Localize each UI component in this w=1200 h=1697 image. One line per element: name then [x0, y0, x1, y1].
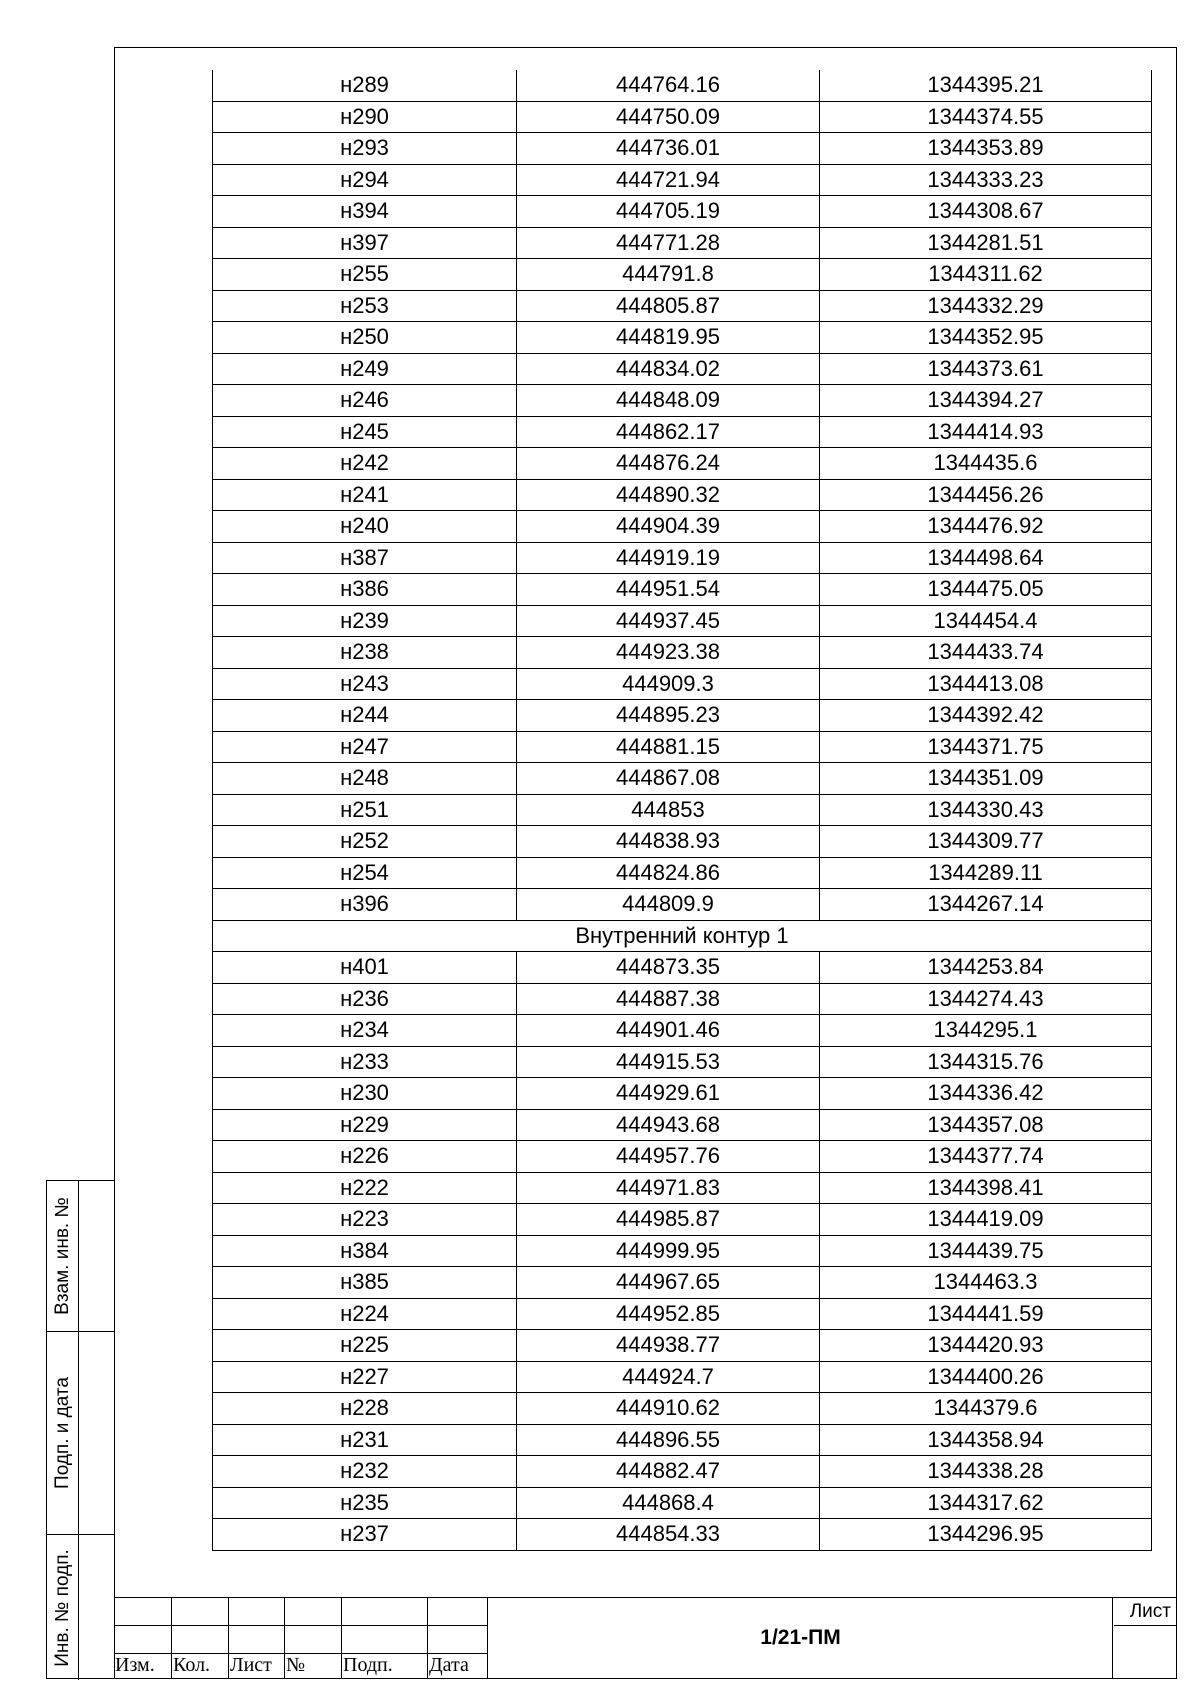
x-coordinate-cell: 444791.8	[517, 259, 820, 291]
table-row	[213, 1424, 1152, 1456]
y-coordinate-cell: 1344338.28	[820, 1456, 1152, 1488]
point-name-cell: н230	[213, 1078, 517, 1110]
table-row	[213, 1109, 1152, 1141]
x-coordinate-cell: 444910.62	[517, 1393, 820, 1425]
x-coordinate-cell: 444876.24	[517, 448, 820, 480]
point-name-cell: н250	[213, 322, 517, 354]
point-name-cell: н396	[213, 889, 517, 921]
point-name-cell: н232	[213, 1456, 517, 1488]
x-coordinate-cell: 444904.39	[517, 511, 820, 543]
table-row	[213, 826, 1152, 858]
y-coordinate-cell: 1344358.94	[820, 1424, 1152, 1456]
point-name-cell: н294	[213, 164, 517, 196]
point-name-cell: н289	[213, 70, 517, 101]
point-name-cell: н251	[213, 794, 517, 826]
y-coordinate-cell: 1344253.84	[820, 952, 1152, 984]
x-coordinate-cell: 444736.01	[517, 133, 820, 165]
y-coordinate-cell: 1344296.95	[820, 1519, 1152, 1551]
y-coordinate-cell: 1344413.08	[820, 668, 1152, 700]
y-coordinate-cell: 1344330.43	[820, 794, 1152, 826]
point-name-cell: н225	[213, 1330, 517, 1362]
title-block-row-line	[114, 1625, 487, 1626]
table-row	[213, 259, 1152, 291]
table-row	[213, 668, 1152, 700]
x-coordinate-cell: 444853	[517, 794, 820, 826]
x-coordinate-cell: 444819.95	[517, 322, 820, 354]
y-coordinate-cell: 1344371.75	[820, 731, 1152, 763]
table-row	[213, 164, 1152, 196]
table-row	[213, 1456, 1152, 1488]
side-label-vzam: Взам. инв. №	[51, 1197, 73, 1315]
x-coordinate-cell: 444862.17	[517, 416, 820, 448]
x-coordinate-cell: 444868.4	[517, 1487, 820, 1519]
table-row	[213, 1204, 1152, 1236]
table-row	[213, 889, 1152, 921]
table-row	[213, 385, 1152, 417]
point-name-cell: н249	[213, 353, 517, 385]
table-row	[213, 133, 1152, 165]
table-row	[213, 857, 1152, 889]
y-coordinate-cell: 1344267.14	[820, 889, 1152, 921]
y-coordinate-cell: 1344439.75	[820, 1235, 1152, 1267]
point-name-cell: н401	[213, 952, 517, 984]
point-name-cell: н248	[213, 763, 517, 795]
label-izm: Изм.	[115, 1654, 155, 1676]
title-block-col-line	[284, 1598, 285, 1679]
y-coordinate-cell: 1344357.08	[820, 1109, 1152, 1141]
y-coordinate-cell: 1344377.74	[820, 1141, 1152, 1173]
x-coordinate-cell: 444854.33	[517, 1519, 820, 1551]
point-name-cell: н244	[213, 700, 517, 732]
label-kol: Кол.	[173, 1654, 211, 1676]
x-coordinate-cell: 444952.85	[517, 1298, 820, 1330]
y-coordinate-cell: 1344456.26	[820, 479, 1152, 511]
y-coordinate-cell: 1344311.62	[820, 259, 1152, 291]
point-name-cell: н235	[213, 1487, 517, 1519]
y-coordinate-cell: 1344353.89	[820, 133, 1152, 165]
coordinates-table-body	[213, 70, 1152, 1550]
point-name-cell: н386	[213, 574, 517, 606]
table-row	[213, 416, 1152, 448]
table-row	[213, 353, 1152, 385]
table-row	[213, 196, 1152, 228]
y-coordinate-cell: 1344414.93	[820, 416, 1152, 448]
x-coordinate-cell: 444834.02	[517, 353, 820, 385]
table-row	[213, 479, 1152, 511]
table-row	[213, 1298, 1152, 1330]
x-coordinate-cell: 444999.95	[517, 1235, 820, 1267]
point-name-cell: н255	[213, 259, 517, 291]
label-data: Дата	[429, 1654, 469, 1676]
y-coordinate-cell: 1344498.64	[820, 542, 1152, 574]
title-block-col-line	[171, 1598, 172, 1679]
point-name-cell: н253	[213, 290, 517, 322]
y-coordinate-cell: 1344332.29	[820, 290, 1152, 322]
y-coordinate-cell: 1344419.09	[820, 1204, 1152, 1236]
table-row	[213, 1015, 1152, 1047]
table-row	[213, 952, 1152, 984]
y-coordinate-cell: 1344475.05	[820, 574, 1152, 606]
y-coordinate-cell: 1344317.62	[820, 1487, 1152, 1519]
x-coordinate-cell: 444838.93	[517, 826, 820, 858]
table-row	[213, 1078, 1152, 1110]
point-name-cell: н231	[213, 1424, 517, 1456]
point-name-cell: н243	[213, 668, 517, 700]
x-coordinate-cell: 444929.61	[517, 1078, 820, 1110]
label-list: Лист	[230, 1654, 272, 1676]
title-block-col-line	[427, 1598, 428, 1679]
title-block-col-line	[341, 1598, 342, 1679]
table-row	[213, 1393, 1152, 1425]
section-row	[213, 920, 1152, 952]
y-coordinate-cell: 1344395.21	[820, 70, 1152, 101]
x-coordinate-cell: 444867.08	[517, 763, 820, 795]
point-name-cell: н385	[213, 1267, 517, 1299]
x-coordinate-cell: 444887.38	[517, 983, 820, 1015]
label-podp: Подп.	[343, 1654, 393, 1676]
y-coordinate-cell: 1344463.3	[820, 1267, 1152, 1299]
y-coordinate-cell: 1344315.76	[820, 1046, 1152, 1078]
table-row	[213, 322, 1152, 354]
section-title: Внутренний контур 1	[213, 920, 1152, 952]
y-coordinate-cell: 1344336.42	[820, 1078, 1152, 1110]
table-row	[213, 101, 1152, 133]
x-coordinate-cell: 444901.46	[517, 1015, 820, 1047]
point-name-cell: н224	[213, 1298, 517, 1330]
table-row	[213, 290, 1152, 322]
y-coordinate-cell: 1344373.61	[820, 353, 1152, 385]
point-name-cell: н290	[213, 101, 517, 133]
table-row	[213, 637, 1152, 669]
x-coordinate-cell: 444882.47	[517, 1456, 820, 1488]
side-cell-inv	[47, 1535, 115, 1680]
point-name-cell: н245	[213, 416, 517, 448]
point-name-cell: н239	[213, 605, 517, 637]
point-name-cell: н226	[213, 1141, 517, 1173]
point-name-cell: н394	[213, 196, 517, 228]
x-coordinate-cell: 444896.55	[517, 1424, 820, 1456]
point-name-cell: н227	[213, 1361, 517, 1393]
y-coordinate-cell: 1344295.1	[820, 1015, 1152, 1047]
x-coordinate-cell: 444985.87	[517, 1204, 820, 1236]
y-coordinate-cell: 1344289.11	[820, 857, 1152, 889]
y-coordinate-cell: 1344441.59	[820, 1298, 1152, 1330]
x-coordinate-cell: 444967.65	[517, 1267, 820, 1299]
point-name-cell: н238	[213, 637, 517, 669]
point-name-cell: н228	[213, 1393, 517, 1425]
x-coordinate-cell: 444809.9	[517, 889, 820, 921]
table-row	[213, 1046, 1152, 1078]
table-row	[213, 763, 1152, 795]
y-coordinate-cell: 1344274.43	[820, 983, 1152, 1015]
x-coordinate-cell: 444873.35	[517, 952, 820, 984]
side-label-inv: Инв. № подп.	[51, 1548, 73, 1667]
y-coordinate-cell: 1344454.4	[820, 605, 1152, 637]
table-row	[213, 227, 1152, 259]
sheet-label: Лист	[1129, 1601, 1171, 1622]
x-coordinate-cell: 444919.19	[517, 542, 820, 574]
document-code: 1/21-ПМ	[760, 1626, 841, 1649]
table-row	[213, 1330, 1152, 1362]
side-cell-vzam	[47, 1181, 115, 1332]
side-label-podp: Подп. и дата	[51, 1377, 73, 1489]
point-name-cell: н397	[213, 227, 517, 259]
table-row	[213, 700, 1152, 732]
table-row	[213, 1267, 1152, 1299]
point-name-cell: н237	[213, 1519, 517, 1551]
table-row	[213, 511, 1152, 543]
y-coordinate-cell: 1344392.42	[820, 700, 1152, 732]
point-name-cell: н384	[213, 1235, 517, 1267]
x-coordinate-cell: 444951.54	[517, 574, 820, 606]
point-name-cell: н242	[213, 448, 517, 480]
y-coordinate-cell: 1344400.26	[820, 1361, 1152, 1393]
point-name-cell: н240	[213, 511, 517, 543]
point-name-cell: н223	[213, 1204, 517, 1236]
y-coordinate-cell: 1344398.41	[820, 1172, 1152, 1204]
x-coordinate-cell: 444848.09	[517, 385, 820, 417]
table-row	[213, 794, 1152, 826]
y-coordinate-cell: 1344308.67	[820, 196, 1152, 228]
x-coordinate-cell: 444824.86	[517, 857, 820, 889]
table-row	[213, 1361, 1152, 1393]
point-name-cell: н229	[213, 1109, 517, 1141]
x-coordinate-cell: 444881.15	[517, 731, 820, 763]
point-name-cell: н236	[213, 983, 517, 1015]
point-name-cell: н252	[213, 826, 517, 858]
y-coordinate-cell: 1344379.6	[820, 1393, 1152, 1425]
y-coordinate-cell: 1344433.74	[820, 637, 1152, 669]
table-row	[213, 1235, 1152, 1267]
y-coordinate-cell: 1344352.95	[820, 322, 1152, 354]
x-coordinate-cell: 444937.45	[517, 605, 820, 637]
side-stamp	[46, 1180, 114, 1679]
table-row	[213, 1172, 1152, 1204]
label-num: №	[286, 1654, 306, 1676]
x-coordinate-cell: 444890.32	[517, 479, 820, 511]
x-coordinate-cell: 444957.76	[517, 1141, 820, 1173]
point-name-cell: н254	[213, 857, 517, 889]
point-name-cell: н234	[213, 1015, 517, 1047]
table-row	[213, 1487, 1152, 1519]
x-coordinate-cell: 444923.38	[517, 637, 820, 669]
y-coordinate-cell: 1344281.51	[820, 227, 1152, 259]
y-coordinate-cell: 1344374.55	[820, 101, 1152, 133]
x-coordinate-cell: 444771.28	[517, 227, 820, 259]
y-coordinate-cell: 1344435.6	[820, 448, 1152, 480]
y-coordinate-cell: 1344394.27	[820, 385, 1152, 417]
x-coordinate-cell: 444895.23	[517, 700, 820, 732]
point-name-cell: н293	[213, 133, 517, 165]
point-name-cell: н387	[213, 542, 517, 574]
y-coordinate-cell: 1344351.09	[820, 763, 1152, 795]
side-cell-podp	[47, 1332, 115, 1535]
table-row	[213, 542, 1152, 574]
table-row	[213, 605, 1152, 637]
point-name-cell: н233	[213, 1046, 517, 1078]
point-name-cell: н246	[213, 385, 517, 417]
y-coordinate-cell: 1344420.93	[820, 1330, 1152, 1362]
x-coordinate-cell: 444971.83	[517, 1172, 820, 1204]
table-row	[213, 574, 1152, 606]
x-coordinate-cell: 444764.16	[517, 70, 820, 101]
table-row	[213, 983, 1152, 1015]
x-coordinate-cell: 444721.94	[517, 164, 820, 196]
table-row	[213, 731, 1152, 763]
x-coordinate-cell: 444943.68	[517, 1109, 820, 1141]
y-coordinate-cell: 1344333.23	[820, 164, 1152, 196]
table-row	[213, 70, 1152, 101]
title-block	[114, 1597, 1177, 1679]
x-coordinate-cell: 444750.09	[517, 101, 820, 133]
sheet-cell-divider	[1114, 1625, 1177, 1626]
title-block-col-line	[228, 1598, 229, 1679]
y-coordinate-cell: 1344476.92	[820, 511, 1152, 543]
point-name-cell: н222	[213, 1172, 517, 1204]
table-row	[213, 1519, 1152, 1551]
table-row	[213, 448, 1152, 480]
x-coordinate-cell: 444909.3	[517, 668, 820, 700]
table-row	[213, 1141, 1152, 1173]
x-coordinate-cell: 444705.19	[517, 196, 820, 228]
point-name-cell: н241	[213, 479, 517, 511]
x-coordinate-cell: 444924.7	[517, 1361, 820, 1393]
x-coordinate-cell: 444938.77	[517, 1330, 820, 1362]
coordinates-table	[212, 70, 1152, 1551]
point-name-cell: н247	[213, 731, 517, 763]
x-coordinate-cell: 444805.87	[517, 290, 820, 322]
x-coordinate-cell: 444915.53	[517, 1046, 820, 1078]
y-coordinate-cell: 1344309.77	[820, 826, 1152, 858]
